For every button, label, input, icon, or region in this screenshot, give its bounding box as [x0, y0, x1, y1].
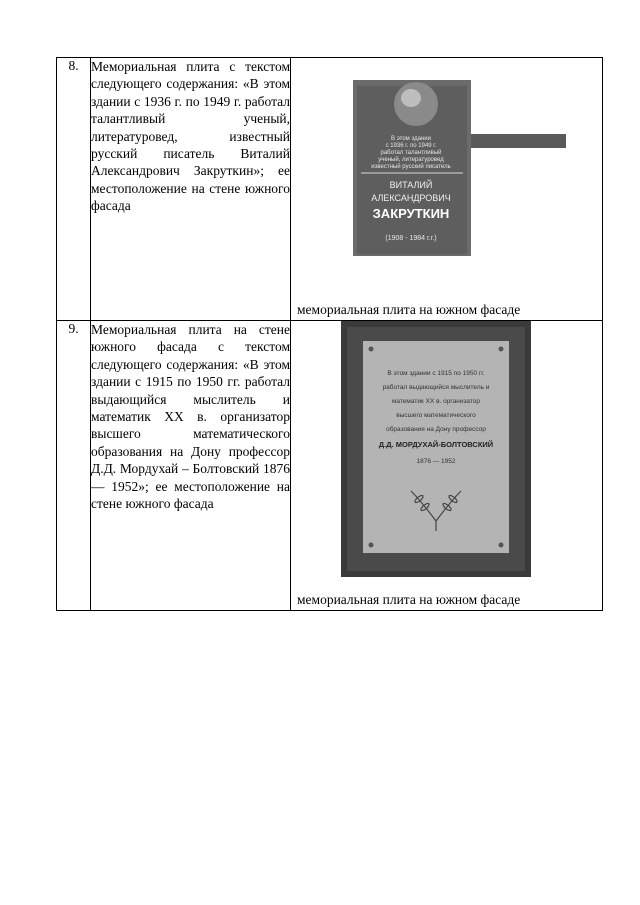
memorial-plaque-zakrutkin-photo: [331, 64, 571, 260]
plaque-text: высшего математического: [396, 412, 476, 419]
plaque-text: В этом здании: [391, 136, 431, 142]
plaque-text: работал талантливый: [380, 150, 442, 156]
row-description: Мемориальная плита на стене южного фасада с текстом следующего содержания: «В этом здании с 1915 по 1950 гг. работал выдающийся мыслитель и математик XX в. организатор высшего математического образования на Дону профессор Д.Д. Мордухай – Болтовский 1876 — 1952»; ее местоположение на стене южного фасада: [91, 321, 291, 611]
photo-caption: мемориальная плита на южном фасаде: [297, 592, 521, 607]
photo-caption: мемориальная плита на южном фасаде: [297, 302, 521, 317]
row-number: 9.: [57, 321, 91, 611]
photo-cell: [291, 321, 603, 611]
table-row: [57, 58, 603, 321]
plaque-text: работал выдающийся мыслитель и: [382, 384, 490, 391]
memorial-plaque-mordukhai-photo: [341, 321, 531, 577]
plaque-text: Д.Д. МОРДУХАЙ-БОЛТОВСКИЙ: [378, 440, 494, 449]
plaque-text: В этом здании с 1915 по 1950 гг.: [387, 370, 485, 377]
plaque-text: известный русский писатель: [371, 164, 451, 170]
plaque-text: 1876 — 1952: [416, 458, 456, 465]
plaque-text: (1908 - 1984 г.г.): [385, 235, 437, 242]
plaque-text: ВИТАЛИЙ: [389, 180, 433, 190]
plaque-text: ученый, литературовед: [378, 157, 444, 163]
photo-cell: [291, 58, 603, 321]
row-number: 8.: [57, 58, 91, 321]
table-row: [57, 321, 603, 611]
monuments-table: [56, 57, 603, 611]
plaque-text: ЗАКРУТКИН: [372, 206, 450, 221]
plaque-text: образования на Дону профессор: [386, 426, 486, 433]
plaque-text: математик XX в. организатор: [391, 398, 481, 405]
plaque-text: АЛЕКСАНДРОВИЧ: [371, 193, 451, 203]
row-description: Мемориальная плита с текстом следующего содержания: «В этом здании с 1936 г. по 1949 г. работал талантливый ученый, литературовед, известный русский писатель Виталий Александрович Закруткин»; ее местоположение на стене южного фасада: [91, 58, 291, 321]
plaque-text: с 1936 г. по 1949 г.: [385, 143, 437, 149]
